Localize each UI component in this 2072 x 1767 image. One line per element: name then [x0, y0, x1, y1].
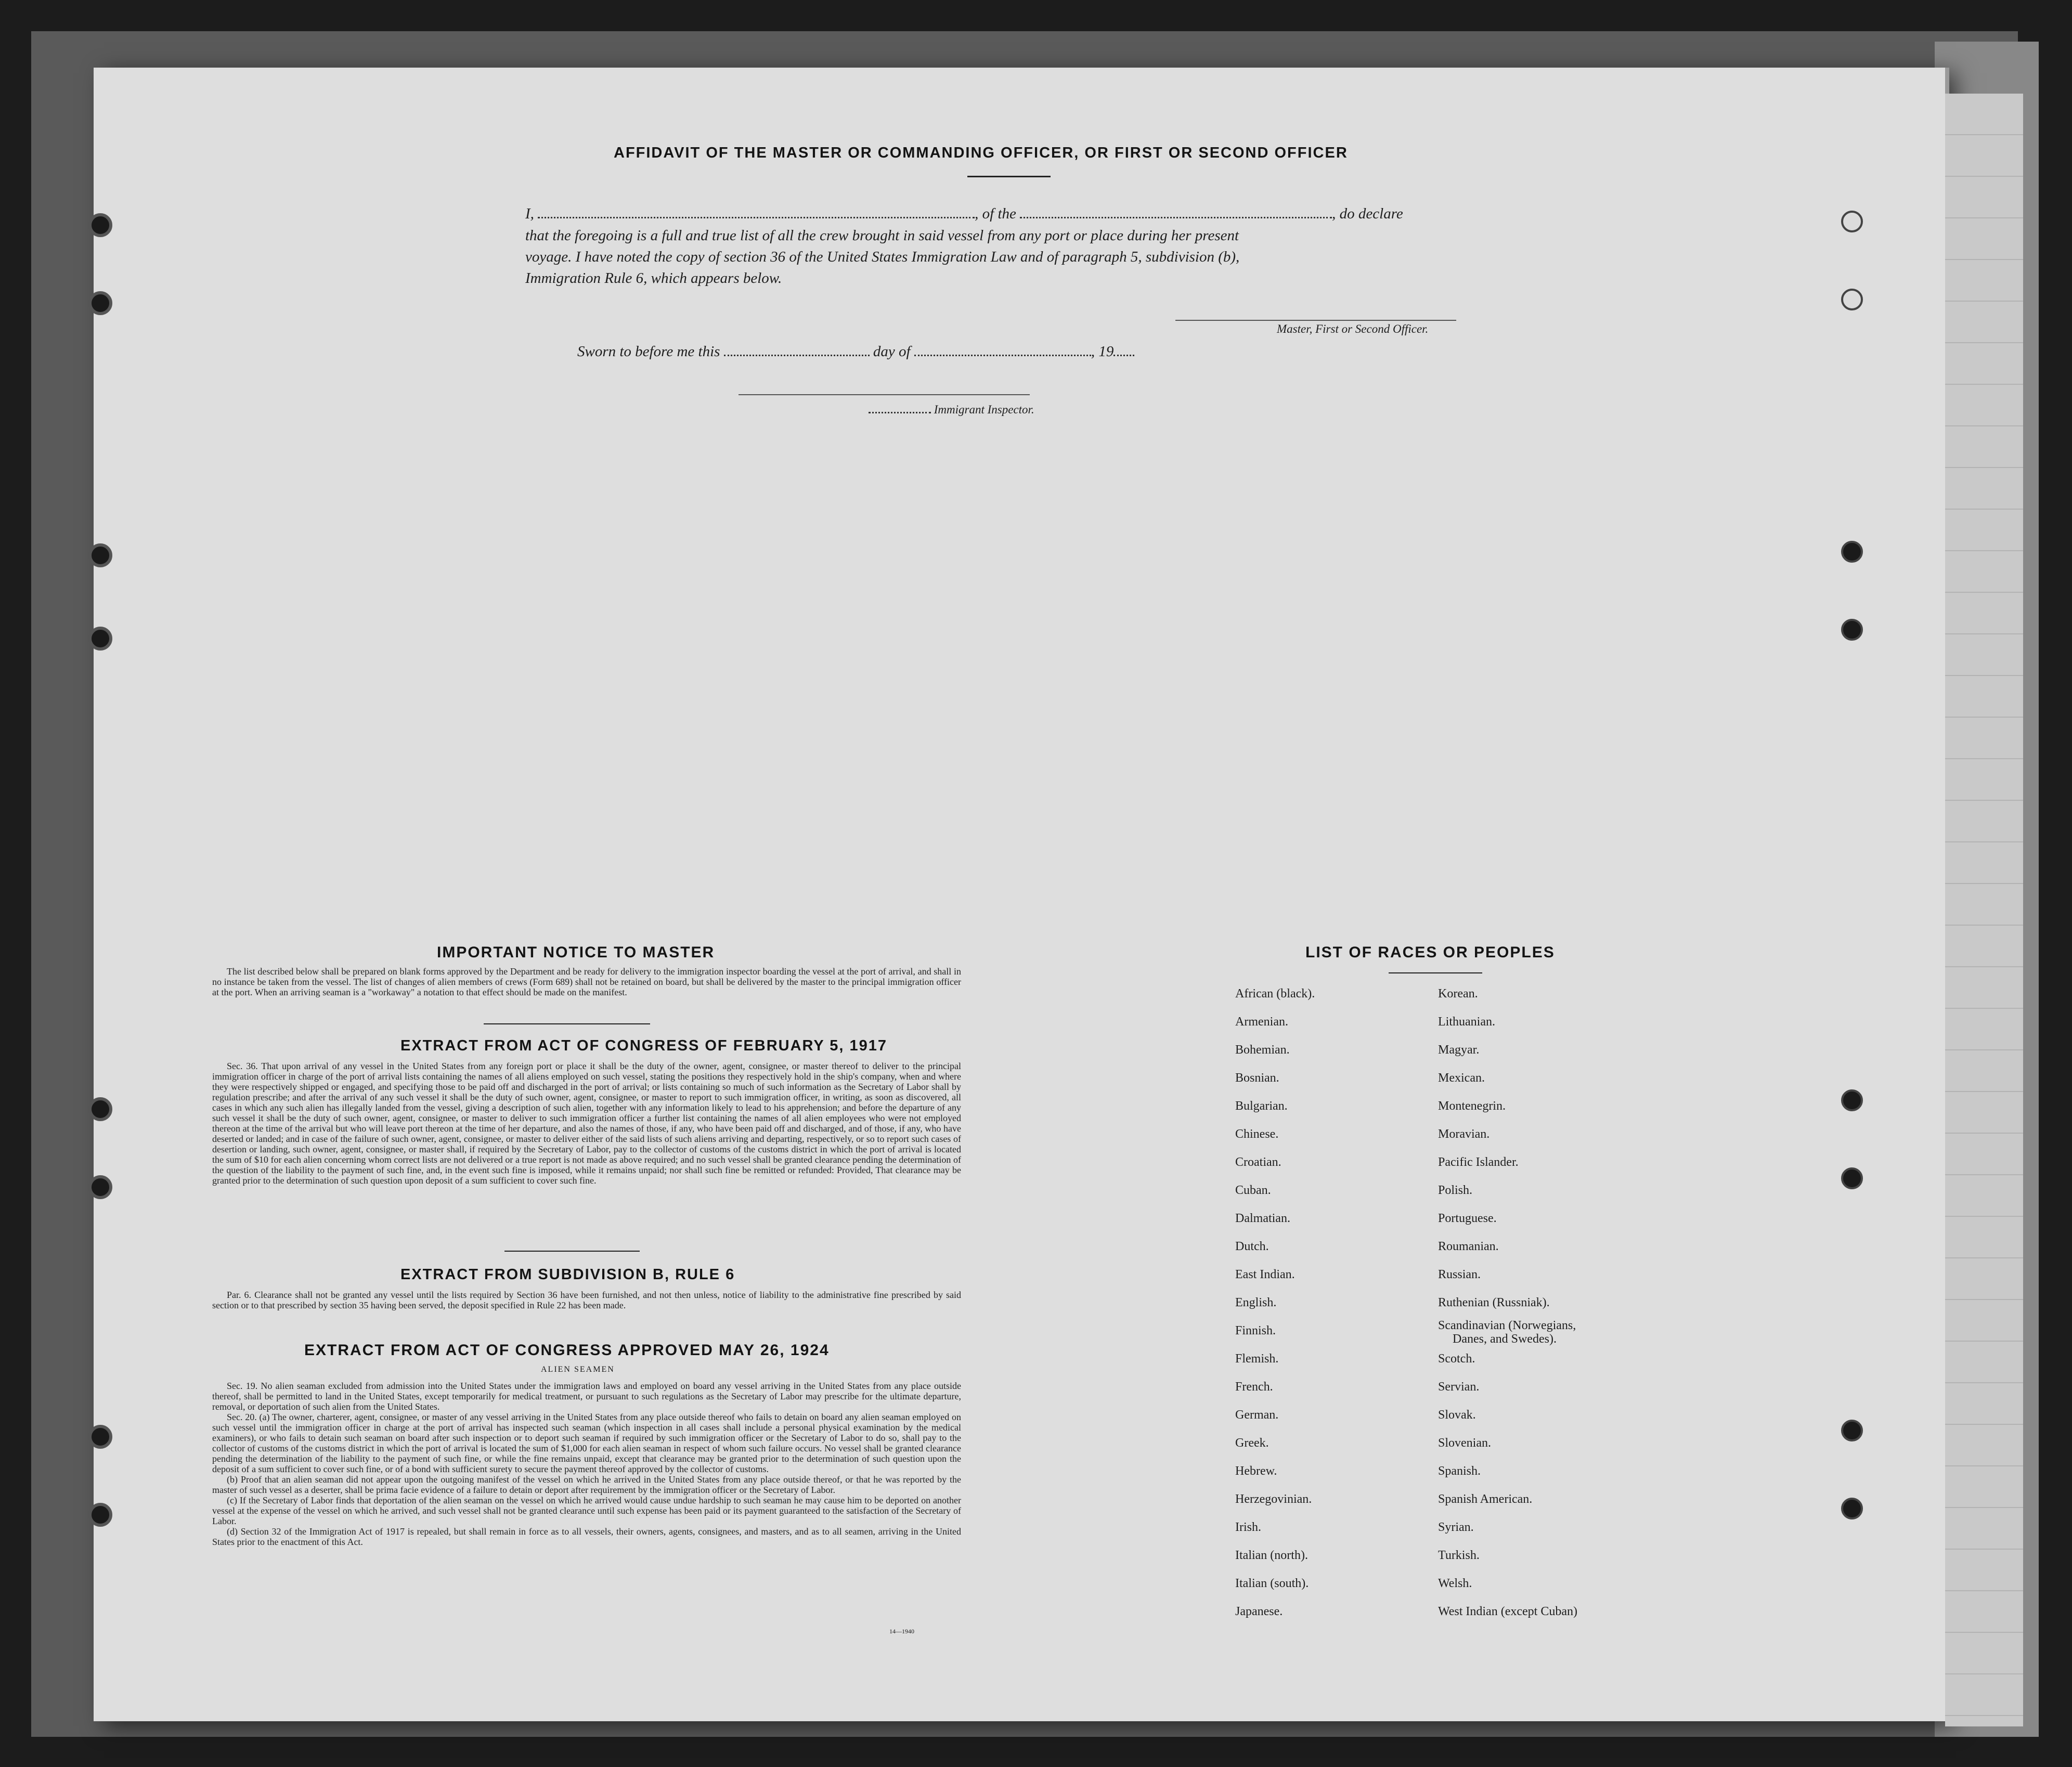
- affidavit-line-4: Immigration Rule 6, which appears below.: [525, 270, 782, 287]
- document-page: [94, 68, 1945, 1721]
- race-item: Spanish.: [1438, 1464, 1481, 1478]
- race-item: Scotch.: [1438, 1352, 1475, 1366]
- race-item: Hebrew.: [1235, 1464, 1277, 1478]
- alien-seamen-subtitle: ALIEN SEAMEN: [541, 1365, 615, 1374]
- race-item: Dutch.: [1235, 1240, 1269, 1253]
- race-item: Mexican.: [1438, 1071, 1485, 1085]
- race-item: Finnish.: [1235, 1324, 1276, 1337]
- sworn-text: Sworn to before me this: [577, 343, 720, 360]
- master-signature-label: Master, First or Second Officer.: [1277, 322, 1429, 335]
- race-item: Welsh.: [1438, 1577, 1472, 1590]
- sworn-line: [577, 343, 1134, 360]
- binder-hole: [88, 543, 112, 567]
- binder-hole: [1841, 1167, 1863, 1189]
- binder-hole: [88, 1425, 112, 1449]
- sworn-year: , 19: [1091, 343, 1114, 360]
- notice-text: [212, 966, 961, 997]
- race-item: Montenegrin.: [1438, 1099, 1506, 1113]
- race-item: German.: [1235, 1408, 1279, 1422]
- extract-1917-paragraph: Sec. 36. That upon arrival of any vessel in the United States from any foreign port or place it shall be the duty of the owner, agent, consignee, or master thereof to deliver to the principal immigration officer in charge of the port of arrival lists containing the names of all aliens employed on such vessel, stating the positions they respectively hold in the ship's company, when and where they were respectively shipped or engaged, and specifying those to be paid off and discharged in the port of arrival; or lists containing so much of such information as the Secretary of Labor shall by regulation prescribe; and after the arrival of any such vessel it shall be the duty of such owner, agent, consignee, or master to report to such immigration officer, in writing, as soon as discovered, all cases in which any such alien has illegally landed from the vessel, giving a description of such alien, together with any information likely to lead to his apprehension; and before the departure of any such vessel it shall be the duty of such owner, agent, consignee, or master to deliver to such immigration officer a further list containing the names of all alien employees who were not employed thereon at the time of the arrival but who will leave port thereon at the time of her departure, and also the names of those, if any, who have been paid off and discharged, and of those, if any, who have deserted or landed; and in case of the failure of such owner, agent, consignee, or master to deliver either of the said lists of such aliens arriving and departing, respectively, or so to report such cases of desertion or landing, such owner, agent, consignee, or master shall, if required by the Secretary of Labor, pay to the collector of customs of the customs district in which the port of arrival is located the sum of $10 for each alien concerning whom correct lists are not delivered or a true report is not made as above required; and no such vessel shall be granted clearance pending the determination of the question of the liability to the payment of such fine, and, in the event such fine is imposed, while it remains unpaid; nor shall such fine be remitted or refunded: Provided, That clearance may be granted prior to the determination of such question upon deposit of a sum sufficient to cover such fine.: [212, 1061, 961, 1186]
- race-item: Cuban.: [1235, 1184, 1271, 1197]
- year-blank: [1113, 353, 1134, 356]
- subdivision-b-paragraph: Par. 6. Clearance shall not be granted any vessel until the lists required by Section 36 have been furnished, and not then unless, notice of liability to the administrative fine prescribed by said section or to that prescribed by section 35 having been served, the deposit specified in Rule 22 has been made.: [212, 1290, 961, 1310]
- race-item: Magyar.: [1438, 1043, 1480, 1057]
- race-item: Lithuanian.: [1438, 1015, 1495, 1029]
- race-item: Bulgarian.: [1235, 1099, 1288, 1113]
- race-item: Slovenian.: [1438, 1436, 1491, 1450]
- affidavit-line-2: that the foregoing is a full and true list of all the crew brought in said vessel from any port or place during her present: [525, 227, 1239, 244]
- underlying-ruled-sheet: [1945, 94, 2023, 1726]
- affidavit-of-the: , of the: [975, 205, 1016, 222]
- vessel-blank: [1020, 215, 1332, 218]
- races-title-rule: [1389, 972, 1482, 973]
- race-item: Moravian.: [1438, 1127, 1490, 1141]
- race-item: English.: [1235, 1296, 1277, 1309]
- race-item: Korean.: [1438, 987, 1478, 1001]
- race-item: Greek.: [1235, 1436, 1269, 1450]
- race-item: Polish.: [1438, 1184, 1473, 1197]
- race-item: Irish.: [1235, 1521, 1261, 1534]
- race-item: East Indian.: [1235, 1268, 1295, 1281]
- binder-hole: [88, 291, 112, 315]
- race-item: Roumanian.: [1438, 1240, 1499, 1253]
- race-item: Bosnian.: [1235, 1071, 1279, 1085]
- sec-20a-paragraph: Sec. 20. (a) The owner, charterer, agent, consignee, or master of any vessel arriving in the United States from any place outside thereof who fails to detain on board any alien seaman employed on such vessel until the immigration officer in charge at the port of arrival has inspected such seaman (which inspection in all cases shall include a personal physical examination by the medical examiners), or who fails to detain such seaman on board after such inspection or to deport such seaman if required by such immigration officer or the Secretary of Labor to do so, shall pay to the collector of customs of the customs district in which the port of arrival is located the sum of $1,000 for each alien seaman in respect of whom such failure occurs. No vessel shall be granted clearance pending the determination of the liability to the payment of such fine, or while the fine remains unpaid, except that clearance may be granted prior to the determination of such question upon the deposit of a sum sufficient to cover such fine, or of a bond with sufficient surety to secure the payment thereof approved by the collector of customs.: [212, 1412, 961, 1474]
- race-item: Russian.: [1438, 1268, 1481, 1281]
- affidavit-title: AFFIDAVIT OF THE MASTER OR COMMANDING OFFICER, OR FIRST OR SECOND OFFICER: [614, 145, 1348, 161]
- inspector-signature-line: [739, 394, 1030, 395]
- sworn-day-of: day of: [873, 343, 911, 360]
- binder-hole: [88, 1175, 112, 1199]
- affidavit-line-3: voyage. I have noted the copy of section 36 of the United States Immigration Law and of paragraph 5, subdivision (b),: [525, 249, 1240, 265]
- extract-1917-text: [212, 1061, 961, 1186]
- race-item: Pacific Islander.: [1438, 1155, 1519, 1169]
- subdivision-b-text: [212, 1290, 961, 1310]
- race-item: Chinese.: [1235, 1127, 1279, 1141]
- binder-hole: [1841, 541, 1863, 563]
- race-item: Scandinavian (Norwegians,: [1438, 1319, 1576, 1332]
- affidavit-i: I,: [525, 205, 534, 222]
- race-item: Syrian.: [1438, 1521, 1474, 1534]
- sec-19-paragraph: Sec. 19. No alien seaman excluded from admission into the United States under the immigration laws and employed on board any vessel arriving in the United States from any place outside thereof, shall be permitted to land in the United States, except temporarily for medical treatment, or pursuant to such regulations as the Secretary of Labor may prescribe for the ultimate departure, removal, or deportation of such alien from the United States.: [212, 1381, 961, 1412]
- sworn-month-blank: [914, 353, 1091, 356]
- race-item: French.: [1235, 1380, 1273, 1394]
- extract-1917-title: EXTRACT FROM ACT OF CONGRESS OF FEBRUARY 5, 1917: [400, 1037, 888, 1054]
- binder-hole: [1841, 1089, 1863, 1111]
- binder-hole: [88, 1503, 112, 1527]
- binder-hole: [1841, 1420, 1863, 1441]
- sec-20b-paragraph: (b) Proof that an alien seaman did not appear upon the outgoing manifest of the vessel on which he arrived in the United States from any place outside thereof, or that he was reported by the master of such vessel as a deserter, shall be prima facie evidence of a failure to detain or deport after requirement by the immigration officer or the Secretary of Labor.: [212, 1474, 961, 1495]
- affidavit-line-1: [525, 205, 1403, 223]
- binder-hole: [88, 213, 112, 237]
- inspector-label: [869, 403, 1034, 417]
- inspector-blank: [869, 410, 931, 413]
- notice-paragraph: The list described below shall be prepared on blank forms approved by the Department and be ready for delivery to the immigration inspector boarding the vessel at the port of arrival, and shall in no instance be taken from the vessel. The list of changes of alien members of crews (Form 689) shall not be retained on board, but shall be delivered by the master to the principal immigration officer at the port. When an arriving seaman is a "workaway" a notation to that effect should be made on the manifest.: [212, 966, 961, 997]
- sec-20c-paragraph: (c) If the Secretary of Labor finds that deportation of the alien seaman on the vessel on which he arrived would cause undue hardship to such seaman he may cause him to be deported on another vessel at the expense of the vessel on which he arrived, and such vessel shall not be granted clearance until such expense has been paid or its payment guaranteed to the satisfaction of the Secretary of Labor.: [212, 1495, 961, 1526]
- subdivision-b-title: EXTRACT FROM SUBDIVISION B, RULE 6: [400, 1266, 735, 1283]
- form-number: 14—1940: [889, 1628, 914, 1635]
- race-item: Flemish.: [1235, 1352, 1279, 1366]
- binder-hole: [88, 627, 112, 651]
- notice-rule: [484, 1023, 650, 1024]
- race-item: Bohemian.: [1235, 1043, 1290, 1057]
- races-title: LIST OF RACES OR PEOPLES: [1305, 944, 1555, 961]
- race-item: West Indian (except Cuban): [1438, 1605, 1577, 1618]
- race-item: Herzegovinian.: [1235, 1492, 1312, 1506]
- inspector-text: Immigrant Inspector.: [934, 403, 1034, 416]
- race-item: African (black).: [1235, 987, 1315, 1001]
- race-item: Ruthenian (Russniak).: [1438, 1296, 1550, 1309]
- affidavit-do-declare: , do declare: [1332, 205, 1403, 222]
- race-item: Dalmatian.: [1235, 1212, 1290, 1225]
- binder-hole: [88, 1097, 112, 1121]
- race-item: Turkish.: [1438, 1549, 1480, 1562]
- race-item: Japanese.: [1235, 1605, 1283, 1618]
- race-item: Italian (south).: [1235, 1577, 1309, 1590]
- extract-1917-rule: [504, 1251, 640, 1252]
- race-item: Servian.: [1438, 1380, 1480, 1394]
- affidavit-title-rule: [967, 176, 1051, 177]
- race-item: Danes, and Swedes).: [1453, 1332, 1557, 1346]
- race-item: Armenian.: [1235, 1015, 1288, 1029]
- name-blank: [538, 215, 975, 218]
- notice-title: IMPORTANT NOTICE TO MASTER: [437, 944, 715, 961]
- binder-hole: [1841, 289, 1863, 310]
- race-item: Spanish American.: [1438, 1492, 1533, 1506]
- race-item: Portuguese.: [1438, 1212, 1497, 1225]
- binder-hole: [1841, 211, 1863, 232]
- race-item: Italian (north).: [1235, 1549, 1308, 1562]
- race-item: Slovak.: [1438, 1408, 1476, 1422]
- sec-20d-paragraph: (d) Section 32 of the Immigration Act of 1917 is repealed, but shall remain in force as to all vessels, their owners, agents, consignees, and masters, and as to all seamen, arriving in the United States prior to the enactment of this Act.: [212, 1526, 961, 1547]
- sworn-day-blank: [724, 353, 870, 356]
- binder-hole: [1841, 1498, 1863, 1519]
- extract-1924-title: EXTRACT FROM ACT OF CONGRESS APPROVED MAY 26, 1924: [304, 1342, 830, 1359]
- race-item: Croatian.: [1235, 1155, 1281, 1169]
- master-signature-line: [1175, 320, 1456, 321]
- binder-hole: [1841, 619, 1863, 641]
- extract-1924-text: [212, 1381, 961, 1547]
